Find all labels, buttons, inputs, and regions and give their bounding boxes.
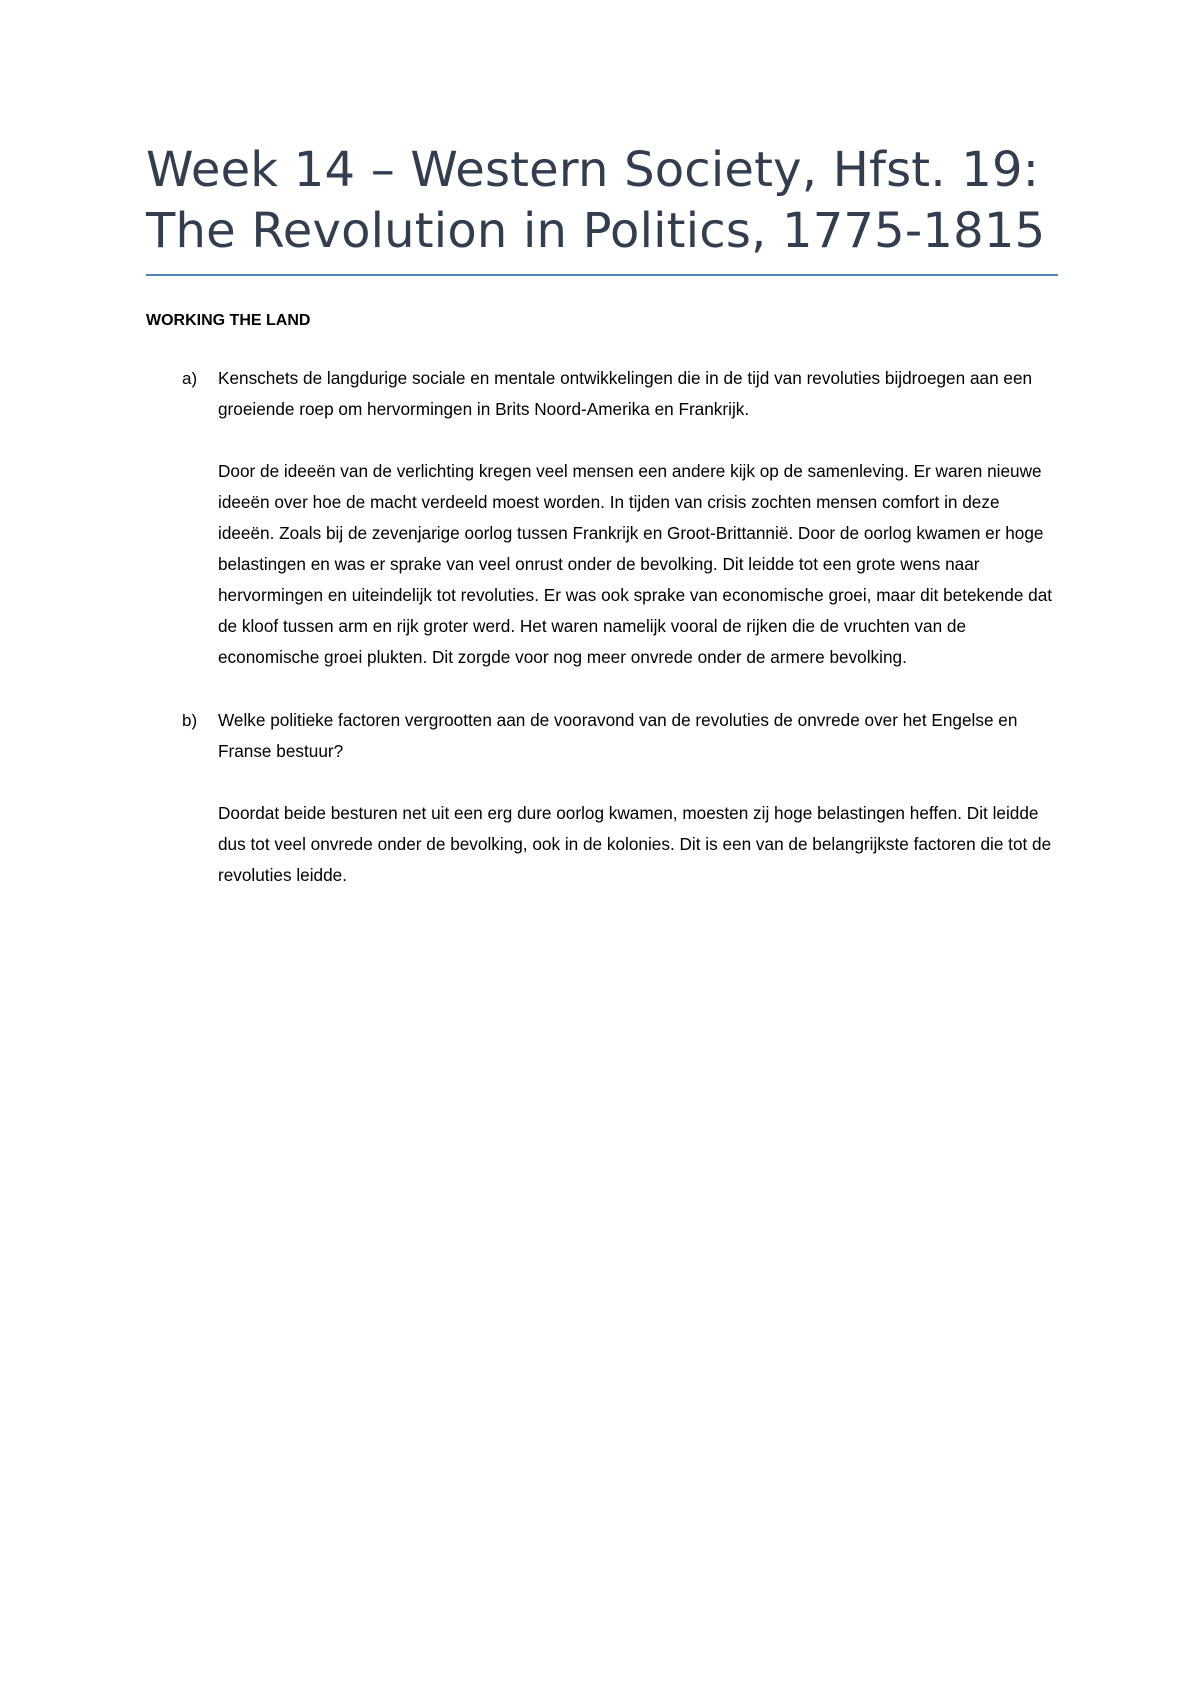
question-item-a [146, 363, 1058, 673]
document-content [146, 140, 1058, 891]
answer-text: Doordat beide besturen net uit een erg dure oorlog kwamen, moesten zij hoge belastingen heffen. Dit leidde dus tot veel onvrede onder de bevolking, ook in de kolonies. Dit is een van de belangrijkste factoren die tot de revoluties leidde. [218, 803, 1052, 885]
section-heading: WORKING THE LAND [146, 312, 311, 329]
page-title: Week 14 – Western Society, Hfst. 19: The Revolution in Politics, 1775-1815 [146, 142, 1046, 259]
answer-text: Door de ideeën van de verlichting kregen veel mensen een andere kijk op de samenleving. Er waren nieuwe ideeën over hoe de macht verdeeld moest worden. In tijden van crisis zochten mensen comfort in deze ideeën. Zoals bij de zevenjarige oorlog tussen Frankrijk en Groot-Brittannië. Door de oorlog kwamen er hoge belastingen en was er sprake van veel onrust onder de bevolking. Dit leidde tot een grote wens naar hervormingen en uiteindelijk tot revoluties. Er was ook sprake van economische groei, maar dit betekende dat de kloof tussen arm en rijk groter werd. Het waren namelijk vooral de rijken die de vruchten van de economische groei plukten. Dit zorgde voor nog meer onvrede onder de armere bevolking. [218, 461, 1053, 667]
question-text: Kenschets de langdurige sociale en mentale ontwikkelingen die in de tijd van revoluties bijdroegen aan een groeiende roep om hervormingen in Brits Noord-Amerika en Frankrijk. [218, 368, 1033, 419]
title-divider [146, 274, 1058, 276]
list-marker: b) [182, 711, 198, 730]
question-body [218, 705, 1058, 891]
question-item-b [146, 705, 1058, 891]
question-body [218, 363, 1058, 673]
question-text: Welke politieke factoren vergrootten aan de vooravond van de revoluties de onvrede over het Engelse en Franse bestuur? [218, 710, 1018, 761]
list-marker: a) [182, 369, 198, 388]
